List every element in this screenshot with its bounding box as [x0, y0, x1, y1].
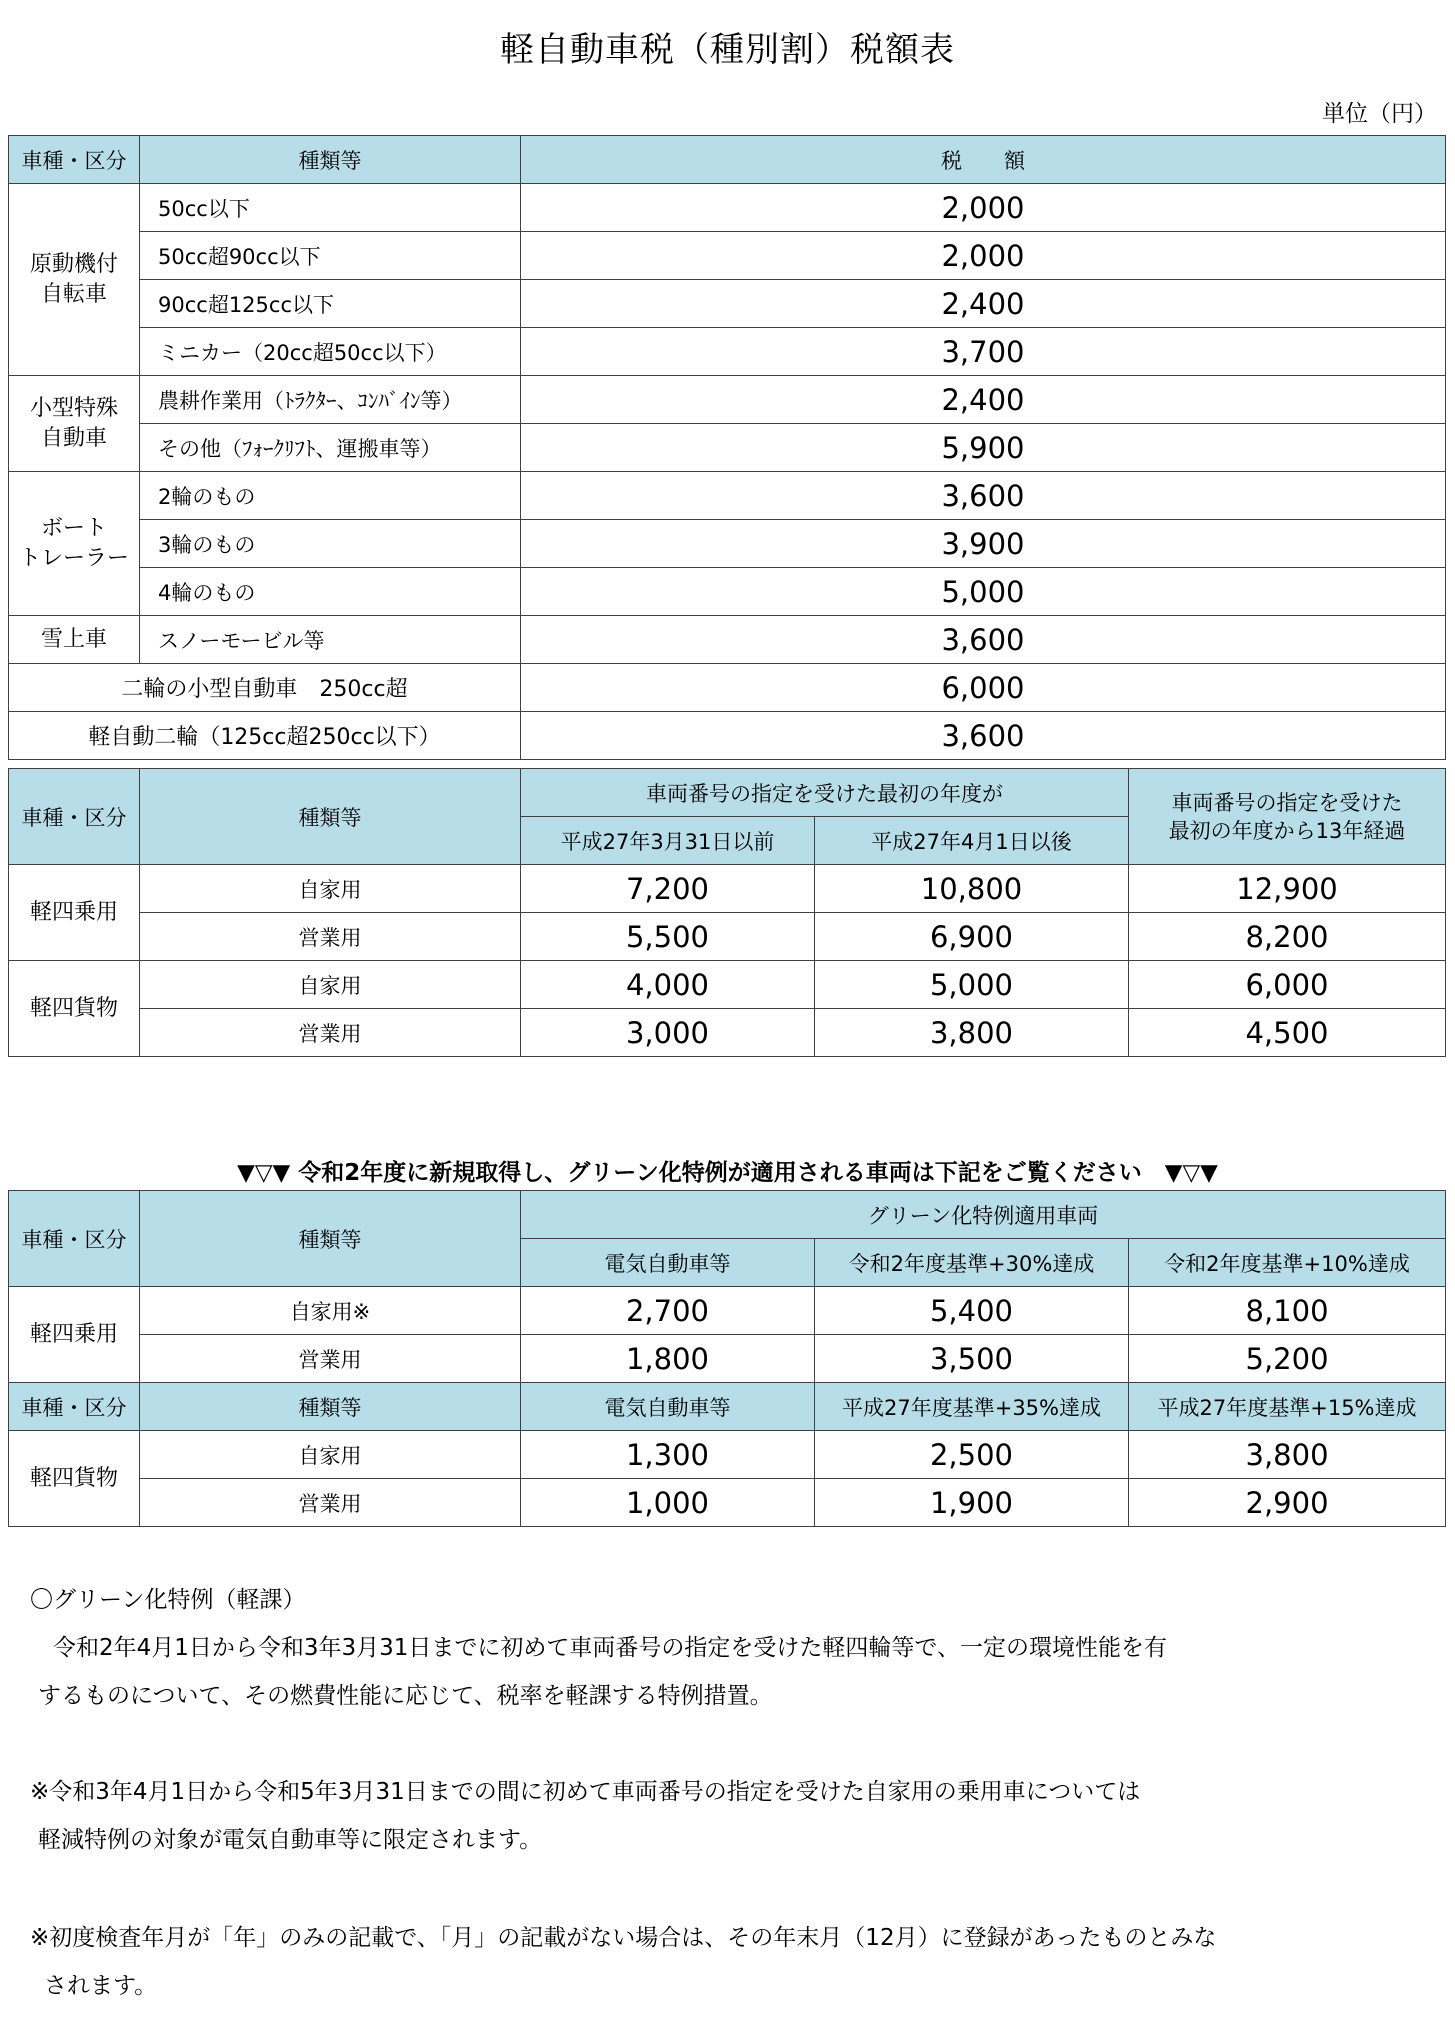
- amount-cell: 1,300: [521, 1431, 815, 1479]
- header-category: 車種・区分: [9, 1191, 140, 1287]
- type-cell: その他（ﾌｫｰｸﾘﾌﾄ、運搬車等）: [140, 424, 521, 472]
- type-cell: 農耕作業用（ﾄﾗｸﾀｰ、ｺﾝﾊﾞｲﾝ等）: [140, 376, 521, 424]
- amount-cell: 7,200: [521, 865, 815, 913]
- amount-cell: 5,000: [815, 961, 1129, 1009]
- header-13-years: 車両番号の指定を受けた 最初の年度から13年経過: [1129, 769, 1446, 865]
- amount-cell: 4,000: [521, 961, 815, 1009]
- category-cell: 原動機付 自転車: [9, 184, 140, 376]
- header-category: 車種・区分: [9, 1383, 140, 1431]
- amount-cell: 6,900: [815, 913, 1129, 961]
- table-row: [9, 712, 1446, 760]
- header-h27-35: 平成27年度基準+35%達成: [815, 1383, 1129, 1431]
- inspection-note-line: ※初度検査年月が「年」のみの記載で、「月」の記載がない場合は、その年末月（12月）に登録があったものとみな: [30, 1925, 1217, 1951]
- table-row: [9, 328, 1446, 376]
- green-note-heading: 〇グリーン化特例（軽課）: [30, 1587, 306, 1613]
- table-row: [9, 865, 1446, 913]
- table-row: [9, 232, 1446, 280]
- header-h27-15: 平成27年度基準+15%達成: [1129, 1383, 1446, 1431]
- merged-type-cell: 軽自動二輪（125cc超250cc以下）: [9, 712, 521, 760]
- green-banner: ▼▽▼ 令和2年度に新規取得し、グリーン化特例が適用される車両は下記をご覧ください ▼▽▼: [237, 1160, 1218, 1186]
- type-cell: 50cc以下: [140, 184, 521, 232]
- amount-cell: 2,900: [1129, 1479, 1446, 1527]
- type-cell: 90cc超125cc以下: [140, 280, 521, 328]
- amount-cell: 1,800: [521, 1335, 815, 1383]
- tax-table-kei4: [8, 768, 1446, 1057]
- header-type: 種類等: [140, 1383, 521, 1431]
- header-type: 種類等: [140, 136, 521, 184]
- type-cell: 3輪のもの: [140, 520, 521, 568]
- amount-cell: 3,900: [521, 520, 1446, 568]
- amount-cell: 2,400: [521, 280, 1446, 328]
- type-cell: スノーモービル等: [140, 616, 521, 664]
- table-row: [9, 568, 1446, 616]
- amount-cell: 3,800: [815, 1009, 1129, 1057]
- header-category: 車種・区分: [9, 136, 140, 184]
- type-cell: 自家用※: [140, 1287, 521, 1335]
- table-row: [9, 424, 1446, 472]
- type-cell: 自家用: [140, 865, 521, 913]
- amount-cell: 12,900: [1129, 865, 1446, 913]
- header-category: 車種・区分: [9, 769, 140, 865]
- amount-cell: 4,500: [1129, 1009, 1446, 1057]
- table-row: [9, 664, 1446, 712]
- table-row: [9, 376, 1446, 424]
- merged-type-cell: 二輪の小型自動車 250cc超: [9, 664, 521, 712]
- header-type: 種類等: [140, 769, 521, 865]
- type-cell: 自家用: [140, 961, 521, 1009]
- green-note-line: 令和2年4月1日から令和3年3月31日までに初めて車両番号の指定を受けた軽四輪等で、一定の環境性能を有: [30, 1635, 1167, 1661]
- category-cell: ボート トレーラー: [9, 472, 140, 616]
- amount-cell: 2,000: [521, 232, 1446, 280]
- table-row: [9, 520, 1446, 568]
- amount-cell: 3,700: [521, 328, 1446, 376]
- amount-cell: 5,000: [521, 568, 1446, 616]
- header-r2-10: 令和2年度基準+10%達成: [1129, 1239, 1446, 1287]
- type-cell: 4輪のもの: [140, 568, 521, 616]
- amount-cell: 2,400: [521, 376, 1446, 424]
- header-ev: 電気自動車等: [521, 1239, 815, 1287]
- amount-cell: 2,700: [521, 1287, 815, 1335]
- category-cell: 軽四乗用: [9, 865, 140, 961]
- tax-table-green: [8, 1190, 1446, 1527]
- type-cell: 営業用: [140, 1009, 521, 1057]
- table-row: [9, 1009, 1446, 1057]
- amount-cell: 5,900: [521, 424, 1446, 472]
- header-row: [9, 136, 1446, 184]
- category-cell: 軽四貨物: [9, 961, 140, 1057]
- amount-cell: 5,200: [1129, 1335, 1446, 1383]
- table-row: [9, 280, 1446, 328]
- private-car-note-line: ※令和3年4月1日から令和5年3月31日までの間に初めて車両番号の指定を受けた自家用の乗用車については: [30, 1779, 1141, 1805]
- amount-cell: 6,000: [521, 664, 1446, 712]
- table-row: [9, 1431, 1446, 1479]
- amount-cell: 3,800: [1129, 1431, 1446, 1479]
- header-amount: 税 額: [521, 136, 1446, 184]
- table-row: [9, 184, 1446, 232]
- amount-cell: 2,000: [521, 184, 1446, 232]
- page-title: 軽自動車税（種別割）税額表: [500, 30, 955, 70]
- category-cell: 軽四乗用: [9, 1287, 140, 1383]
- type-cell: 50cc超90cc以下: [140, 232, 521, 280]
- private-car-note-line: 軽減特例の対象が電気自動車等に限定されます。: [38, 1827, 543, 1853]
- table-row: [9, 1287, 1446, 1335]
- amount-cell: 5,500: [521, 913, 815, 961]
- category-cell: 軽四貨物: [9, 1431, 140, 1527]
- amount-cell: 5,400: [815, 1287, 1129, 1335]
- type-cell: 自家用: [140, 1431, 521, 1479]
- amount-cell: 8,200: [1129, 913, 1446, 961]
- amount-cell: 1,000: [521, 1479, 815, 1527]
- table-row: [9, 1335, 1446, 1383]
- amount-cell: 8,100: [1129, 1287, 1446, 1335]
- type-cell: 営業用: [140, 913, 521, 961]
- header-type: 種類等: [140, 1191, 521, 1287]
- table-row: [9, 913, 1446, 961]
- header-after-h27: 平成27年4月1日以後: [815, 817, 1129, 865]
- type-cell: 営業用: [140, 1479, 521, 1527]
- header-row: [9, 1383, 1446, 1431]
- amount-cell: 10,800: [815, 865, 1129, 913]
- unit-label: 単位（円）: [1322, 101, 1437, 127]
- header-ev: 電気自動車等: [521, 1383, 815, 1431]
- type-cell: ミニカー（20cc超50cc以下）: [140, 328, 521, 376]
- category-cell: 雪上車: [9, 616, 140, 664]
- amount-cell: 3,500: [815, 1335, 1129, 1383]
- amount-cell: 3,600: [521, 712, 1446, 760]
- header-first-year: 車両番号の指定を受けた最初の年度が: [521, 769, 1129, 817]
- amount-cell: 6,000: [1129, 961, 1446, 1009]
- table-row: [9, 961, 1446, 1009]
- table-row: [9, 1479, 1446, 1527]
- category-cell: 小型特殊 自動車: [9, 376, 140, 472]
- type-cell: 2輪のもの: [140, 472, 521, 520]
- amount-cell: 2,500: [815, 1431, 1129, 1479]
- type-cell: 営業用: [140, 1335, 521, 1383]
- table-row: [9, 616, 1446, 664]
- header-r2-30: 令和2年度基準+30%達成: [815, 1239, 1129, 1287]
- amount-cell: 3,600: [521, 472, 1446, 520]
- header-before-h27: 平成27年3月31日以前: [521, 817, 815, 865]
- header-green: グリーン化特例適用車両: [521, 1191, 1446, 1239]
- table-row: [9, 472, 1446, 520]
- tax-table-basic: [8, 135, 1446, 760]
- amount-cell: 3,600: [521, 616, 1446, 664]
- inspection-note-line: されます。: [44, 1973, 158, 1999]
- amount-cell: 1,900: [815, 1479, 1129, 1527]
- green-note-line: するものについて、その燃費性能に応じて、税率を軽課する特例措置。: [38, 1683, 773, 1709]
- header-row: [9, 1191, 1446, 1239]
- header-row: [9, 769, 1446, 817]
- amount-cell: 3,000: [521, 1009, 815, 1057]
